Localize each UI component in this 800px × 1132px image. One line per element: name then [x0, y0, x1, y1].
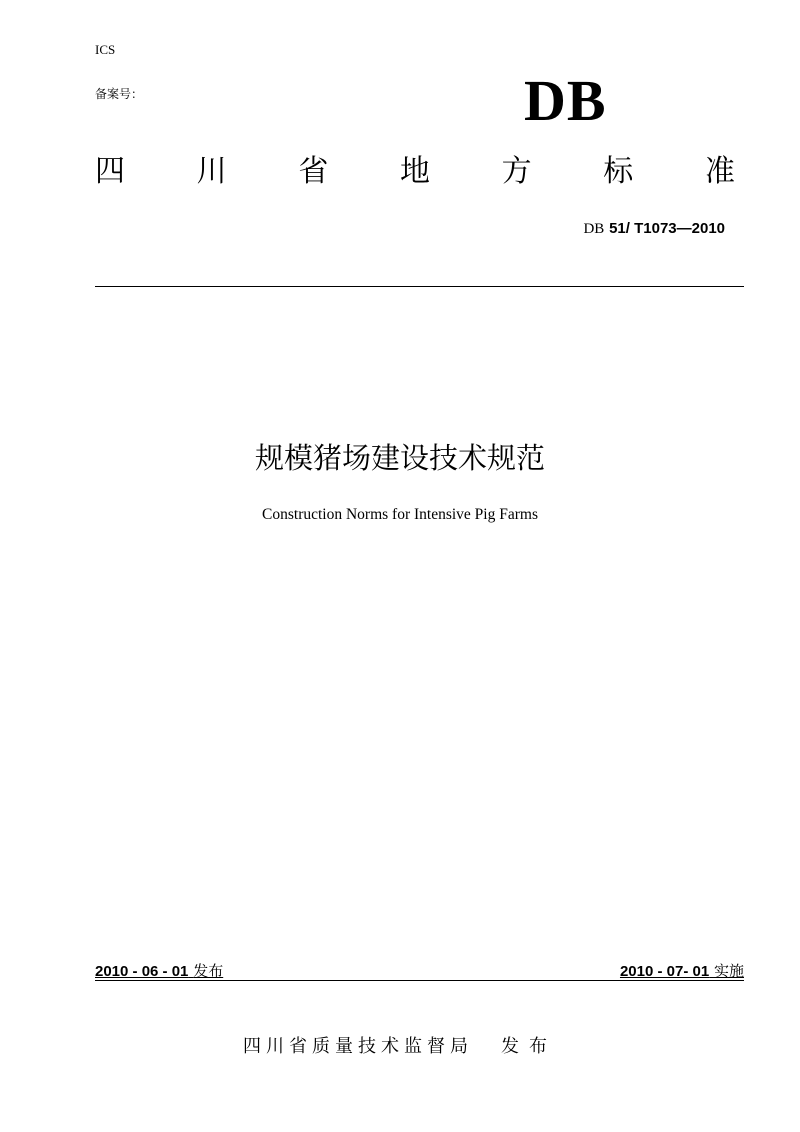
issue-date-word: 发布 — [193, 962, 224, 980]
issue-date-value: 2010 - 06 - 01 — [95, 963, 189, 980]
provincial-heading-char: 标 — [603, 154, 634, 189]
document-title-zh: 规模猪场建设技术规范 — [254, 441, 545, 475]
filing-number-label: 备案号： — [95, 87, 144, 101]
provincial-heading-char: 川 — [196, 154, 227, 189]
bottom-divider — [95, 980, 744, 981]
standard-number-prefix: DB — [583, 221, 605, 237]
provincial-heading-char: 准 — [704, 154, 735, 189]
db-mark: DB — [524, 68, 607, 133]
standard-number — [583, 219, 725, 238]
issuer-action: 发布 — [501, 1036, 557, 1057]
provincial-heading-char: 省 — [298, 154, 329, 189]
standard-number-code: 51/ T1073—2010 — [609, 220, 725, 237]
ics-label: ICS — [95, 42, 116, 57]
provincial-heading-char: 四 — [95, 154, 125, 189]
implementation-date-value: 2010 - 07- 01 — [619, 963, 710, 980]
issuer-name: 四川省质量技术监督局 — [243, 1036, 473, 1057]
provincial-heading-char: 方 — [501, 154, 532, 189]
provincial-standard-heading — [95, 155, 735, 188]
provincial-heading-char: 地 — [399, 154, 430, 189]
document-title-en: Construction Norms for Intensive Pig Farms — [262, 506, 538, 523]
implementation-date — [620, 960, 744, 981]
implementation-date-word: 实施 — [713, 962, 744, 980]
issue-date — [95, 960, 223, 981]
issuing-authority — [0, 1032, 800, 1058]
top-divider — [95, 286, 744, 287]
